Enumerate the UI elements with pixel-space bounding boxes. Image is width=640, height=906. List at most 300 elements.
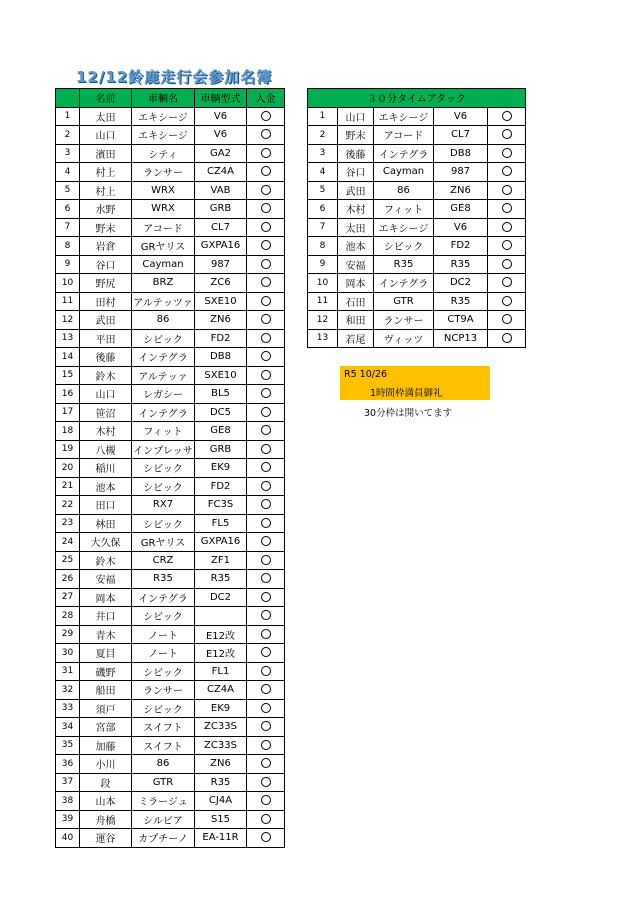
- paid-circle-icon: [261, 832, 271, 842]
- row-car: RX7: [132, 496, 195, 515]
- paid-circle-icon: [261, 259, 271, 269]
- table-row: [56, 477, 285, 496]
- row-model: R35: [434, 292, 488, 311]
- row-number: 35: [56, 736, 80, 755]
- row-model: R35: [195, 570, 247, 589]
- participant-table: [55, 88, 285, 848]
- row-paid: [247, 440, 285, 459]
- paid-circle-icon: [261, 666, 271, 676]
- paid-circle-icon: [261, 481, 271, 491]
- row-name: 石田: [338, 292, 374, 311]
- row-name: 太田: [338, 218, 374, 237]
- row-model: FC3S: [195, 496, 247, 515]
- row-paid: [488, 126, 526, 145]
- row-car: インプレッサ: [132, 440, 195, 459]
- row-name: 山口: [80, 126, 132, 145]
- row-car: 86: [132, 755, 195, 774]
- row-model: ZC33S: [195, 718, 247, 737]
- paid-circle-icon: [502, 222, 512, 232]
- note-date: R5 10/26: [344, 369, 388, 380]
- table-row: [56, 144, 285, 163]
- row-paid: [247, 607, 285, 626]
- paid-circle-icon: [502, 259, 512, 269]
- table-row: [56, 348, 285, 367]
- row-paid: [247, 681, 285, 700]
- row-car: シビック: [132, 329, 195, 348]
- row-model: GRB: [195, 440, 247, 459]
- paid-circle-icon: [261, 444, 271, 454]
- row-model: SXE10: [195, 292, 247, 311]
- table-row: [56, 681, 285, 700]
- paid-circle-icon: [502, 166, 512, 176]
- row-model: ZC33S: [195, 736, 247, 755]
- row-model: 987: [434, 163, 488, 182]
- table-row: [56, 163, 285, 182]
- paid-circle-icon: [261, 314, 271, 324]
- row-name: 林田: [80, 514, 132, 533]
- paid-circle-icon: [261, 740, 271, 750]
- row-name: 若尾: [338, 329, 374, 348]
- row-number: 3: [56, 144, 80, 163]
- row-paid: [247, 385, 285, 404]
- row-paid: [247, 551, 285, 570]
- row-model: GE8: [195, 422, 247, 441]
- row-car: 86: [132, 311, 195, 330]
- row-paid: [247, 218, 285, 237]
- row-number: 11: [308, 292, 338, 311]
- row-number: 3: [308, 144, 338, 163]
- row-model: ZN6: [195, 311, 247, 330]
- paid-circle-icon: [502, 185, 512, 195]
- row-name: 平田: [80, 329, 132, 348]
- row-car: ミラージュ: [132, 792, 195, 811]
- row-number: 9: [308, 255, 338, 274]
- table-row: [308, 237, 526, 256]
- paid-circle-icon: [261, 370, 271, 380]
- paid-circle-icon: [261, 795, 271, 805]
- row-name: 武田: [338, 181, 374, 200]
- row-paid: [247, 292, 285, 311]
- row-name: 岡本: [338, 274, 374, 293]
- row-car: WRX: [132, 181, 195, 200]
- row-number: 38: [56, 792, 80, 811]
- row-number: 32: [56, 681, 80, 700]
- row-number: 40: [56, 829, 80, 848]
- row-model: GE8: [434, 200, 488, 219]
- table-row: [308, 200, 526, 219]
- row-paid: [247, 736, 285, 755]
- paid-circle-icon: [261, 407, 271, 417]
- row-car: エキシージ: [132, 126, 195, 145]
- table-row: [56, 329, 285, 348]
- table-row: [308, 144, 526, 163]
- row-model: CT9A: [434, 311, 488, 330]
- table-row: [56, 126, 285, 145]
- row-name: 大久保: [80, 533, 132, 552]
- row-car: シビック: [132, 607, 195, 626]
- row-model: R35: [434, 255, 488, 274]
- paid-circle-icon: [261, 777, 271, 787]
- row-paid: [247, 126, 285, 145]
- table-row: [308, 292, 526, 311]
- row-name: 八槻: [80, 440, 132, 459]
- row-paid: [488, 237, 526, 256]
- row-paid: [247, 200, 285, 219]
- paid-circle-icon: [261, 499, 271, 509]
- row-number: 11: [56, 292, 80, 311]
- row-number: 4: [56, 163, 80, 182]
- row-number: 17: [56, 403, 80, 422]
- paid-circle-icon: [502, 203, 512, 213]
- row-model: 987: [195, 255, 247, 274]
- table-row: [308, 218, 526, 237]
- row-paid: [247, 533, 285, 552]
- table-row: [56, 644, 285, 663]
- row-number: 21: [56, 477, 80, 496]
- row-number: 18: [56, 422, 80, 441]
- row-model: R35: [195, 773, 247, 792]
- row-number: 6: [56, 200, 80, 219]
- row-number: 9: [56, 255, 80, 274]
- row-number: 27: [56, 588, 80, 607]
- row-name: 段: [80, 773, 132, 792]
- row-car: シビック: [132, 459, 195, 478]
- paid-circle-icon: [261, 388, 271, 398]
- header-model: 車輌型式: [195, 89, 247, 108]
- row-model: S15: [195, 810, 247, 829]
- paid-circle-icon: [261, 425, 271, 435]
- row-paid: [247, 237, 285, 256]
- row-name: 村上: [80, 163, 132, 182]
- row-car: GTR: [374, 292, 434, 311]
- row-name: 後藤: [80, 348, 132, 367]
- row-car: エキシージ: [374, 218, 434, 237]
- row-model: ZN6: [434, 181, 488, 200]
- row-model: FL5: [195, 514, 247, 533]
- paid-circle-icon: [261, 573, 271, 583]
- row-number: 19: [56, 440, 80, 459]
- table-row: [56, 570, 285, 589]
- table-row: [56, 200, 285, 219]
- table-row: [56, 588, 285, 607]
- row-model: NCP13: [434, 329, 488, 348]
- row-car: インテグラ: [132, 403, 195, 422]
- row-number: 30: [56, 644, 80, 663]
- row-car: ヴィッツ: [374, 329, 434, 348]
- row-car: 86: [374, 181, 434, 200]
- paid-circle-icon: [261, 462, 271, 472]
- row-car: シビック: [132, 477, 195, 496]
- paid-circle-icon: [261, 148, 271, 158]
- paid-circle-icon: [502, 296, 512, 306]
- table-row: [56, 514, 285, 533]
- row-car: フィット: [132, 422, 195, 441]
- table-row: [308, 329, 526, 348]
- table-row: [308, 163, 526, 182]
- paid-circle-icon: [261, 536, 271, 546]
- row-name: 池本: [80, 477, 132, 496]
- row-car: ランサー: [132, 681, 195, 700]
- row-car: アルテッツァ: [132, 292, 195, 311]
- row-number: 28: [56, 607, 80, 626]
- row-car: スイフト: [132, 718, 195, 737]
- row-model: FD2: [434, 237, 488, 256]
- row-car: アコード: [132, 218, 195, 237]
- paid-circle-icon: [261, 203, 271, 213]
- header-car: 車輌名: [132, 89, 195, 108]
- row-name: 武田: [80, 311, 132, 330]
- row-paid: [247, 755, 285, 774]
- table-row: [308, 126, 526, 145]
- row-car: CRZ: [132, 551, 195, 570]
- row-paid: [488, 255, 526, 274]
- row-name: 田村: [80, 292, 132, 311]
- table-row: [56, 625, 285, 644]
- paid-circle-icon: [261, 814, 271, 824]
- row-car: アコード: [374, 126, 434, 145]
- row-number: 10: [308, 274, 338, 293]
- row-number: 13: [308, 329, 338, 348]
- table-row: [308, 311, 526, 330]
- table-row: [56, 385, 285, 404]
- row-number: 26: [56, 570, 80, 589]
- table-row: [56, 533, 285, 552]
- row-car: Cayman: [132, 255, 195, 274]
- table-row: [56, 496, 285, 515]
- row-car: シビック: [132, 699, 195, 718]
- table-row: [56, 422, 285, 441]
- row-paid: [247, 163, 285, 182]
- row-name: 木村: [80, 422, 132, 441]
- row-car: ランサー: [374, 311, 434, 330]
- row-number: 20: [56, 459, 80, 478]
- row-number: 39: [56, 810, 80, 829]
- row-name: 須戸: [80, 699, 132, 718]
- row-paid: [247, 514, 285, 533]
- row-model: EK9: [195, 459, 247, 478]
- table-row: [56, 773, 285, 792]
- row-name: 岩倉: [80, 237, 132, 256]
- row-paid: [247, 144, 285, 163]
- row-car: シティ: [132, 144, 195, 163]
- row-paid: [247, 255, 285, 274]
- row-name: 笹沼: [80, 403, 132, 422]
- table-row: [56, 107, 285, 126]
- paid-circle-icon: [502, 314, 512, 324]
- row-model: CJ4A: [195, 792, 247, 811]
- row-paid: [247, 181, 285, 200]
- table-row: [56, 274, 285, 293]
- row-model: ZF1: [195, 551, 247, 570]
- table-row: [56, 366, 285, 385]
- row-number: 29: [56, 625, 80, 644]
- row-name: 和田: [338, 311, 374, 330]
- row-car: WRX: [132, 200, 195, 219]
- row-model: CL7: [195, 218, 247, 237]
- row-number: 7: [56, 218, 80, 237]
- row-name: 鈴木: [80, 551, 132, 570]
- header-paid: 入金: [247, 89, 285, 108]
- row-number: 37: [56, 773, 80, 792]
- row-name: 野尻: [80, 274, 132, 293]
- paid-circle-icon: [502, 111, 512, 121]
- row-model: BL5: [195, 385, 247, 404]
- paid-circle-icon: [261, 351, 271, 361]
- row-name: 運谷: [80, 829, 132, 848]
- header-number: [56, 89, 80, 108]
- table-row: [56, 829, 285, 848]
- paid-circle-icon: [261, 111, 271, 121]
- paid-circle-icon: [261, 758, 271, 768]
- row-paid: [247, 274, 285, 293]
- row-paid: [488, 329, 526, 348]
- row-number: 2: [308, 126, 338, 145]
- table-row: [56, 810, 285, 829]
- row-car: GRヤリス: [132, 533, 195, 552]
- row-model: CZ4A: [195, 163, 247, 182]
- table-row: [56, 292, 285, 311]
- table-row: [56, 403, 285, 422]
- paid-circle-icon: [502, 333, 512, 343]
- row-number: 24: [56, 533, 80, 552]
- row-car: アルテッァ: [132, 366, 195, 385]
- row-number: 25: [56, 551, 80, 570]
- row-model: DB8: [434, 144, 488, 163]
- row-name: 小川: [80, 755, 132, 774]
- row-model: E12改: [195, 625, 247, 644]
- row-number: 4: [308, 163, 338, 182]
- row-number: 6: [308, 200, 338, 219]
- row-car: Cayman: [374, 163, 434, 182]
- paid-circle-icon: [502, 129, 512, 139]
- table-row: [56, 607, 285, 626]
- row-name: 田口: [80, 496, 132, 515]
- table-row: [56, 218, 285, 237]
- row-paid: [247, 644, 285, 663]
- row-model: E12改: [195, 644, 247, 663]
- row-car: シルビア: [132, 810, 195, 829]
- row-name: 青木: [80, 625, 132, 644]
- table-row: [308, 107, 526, 126]
- paid-circle-icon: [261, 610, 271, 620]
- row-name: 安福: [338, 255, 374, 274]
- paid-circle-icon: [261, 222, 271, 232]
- row-car: BRZ: [132, 274, 195, 293]
- row-paid: [488, 292, 526, 311]
- row-name: 夏目: [80, 644, 132, 663]
- row-number: 16: [56, 385, 80, 404]
- row-model: FD2: [195, 477, 247, 496]
- table-row: [56, 755, 285, 774]
- row-model: CL7: [434, 126, 488, 145]
- table-row: [56, 181, 285, 200]
- row-car: GRヤリス: [132, 237, 195, 256]
- row-model: SXE10: [195, 366, 247, 385]
- table-row: [308, 255, 526, 274]
- row-paid: [247, 459, 285, 478]
- row-number: 10: [56, 274, 80, 293]
- row-number: 31: [56, 662, 80, 681]
- paid-circle-icon: [261, 166, 271, 176]
- row-model: DC2: [434, 274, 488, 293]
- row-car: GTR: [132, 773, 195, 792]
- row-name: 水野: [80, 200, 132, 219]
- row-name: 舟橋: [80, 810, 132, 829]
- row-car: フィット: [374, 200, 434, 219]
- row-paid: [488, 200, 526, 219]
- row-car: シビック: [374, 237, 434, 256]
- row-paid: [247, 570, 285, 589]
- row-model: V6: [195, 107, 247, 126]
- row-name: 磯野: [80, 662, 132, 681]
- row-paid: [247, 311, 285, 330]
- row-number: 23: [56, 514, 80, 533]
- table-row: [56, 311, 285, 330]
- page-title: 12/12鈴鹿走行会参加名簿: [76, 68, 273, 86]
- table-row: [56, 699, 285, 718]
- paid-circle-icon: [261, 555, 271, 565]
- row-number: 34: [56, 718, 80, 737]
- row-model: V6: [434, 218, 488, 237]
- row-car: ランサー: [132, 163, 195, 182]
- row-paid: [488, 163, 526, 182]
- row-name: 木村: [338, 200, 374, 219]
- paid-circle-icon: [261, 518, 271, 528]
- paid-circle-icon: [261, 721, 271, 731]
- row-model: GRB: [195, 200, 247, 219]
- row-name: 山口: [338, 107, 374, 126]
- paid-circle-icon: [261, 333, 271, 343]
- row-car: カプチーノ: [132, 829, 195, 848]
- row-name: 加藤: [80, 736, 132, 755]
- row-car: ノート: [132, 644, 195, 663]
- row-name: 宮部: [80, 718, 132, 737]
- row-paid: [247, 477, 285, 496]
- row-paid: [247, 348, 285, 367]
- table-row: [56, 662, 285, 681]
- row-paid: [247, 662, 285, 681]
- table-row: [56, 237, 285, 256]
- row-name: 濱田: [80, 144, 132, 163]
- row-paid: [247, 718, 285, 737]
- paid-circle-icon: [261, 684, 271, 694]
- row-model: FL1: [195, 662, 247, 681]
- row-paid: [247, 403, 285, 422]
- row-name: 谷口: [338, 163, 374, 182]
- table-row: [56, 551, 285, 570]
- row-model: DB8: [195, 348, 247, 367]
- time-attack-title: ３０分タイムアタック: [308, 89, 526, 108]
- paid-circle-icon: [261, 129, 271, 139]
- paid-circle-icon: [502, 277, 512, 287]
- row-paid: [247, 810, 285, 829]
- row-model: ZN6: [195, 755, 247, 774]
- paid-circle-icon: [261, 296, 271, 306]
- paid-circle-icon: [502, 240, 512, 250]
- table-row: [56, 792, 285, 811]
- note-full-message: 1時間枠満員御礼: [370, 388, 443, 399]
- time-attack-table: [307, 88, 526, 348]
- row-paid: [488, 218, 526, 237]
- row-name: 野末: [80, 218, 132, 237]
- row-name: 村上: [80, 181, 132, 200]
- row-name: 後藤: [338, 144, 374, 163]
- row-model: CZ4A: [195, 681, 247, 700]
- row-model: V6: [434, 107, 488, 126]
- paid-circle-icon: [261, 629, 271, 639]
- row-car: シビック: [132, 662, 195, 681]
- row-model: FD2: [195, 329, 247, 348]
